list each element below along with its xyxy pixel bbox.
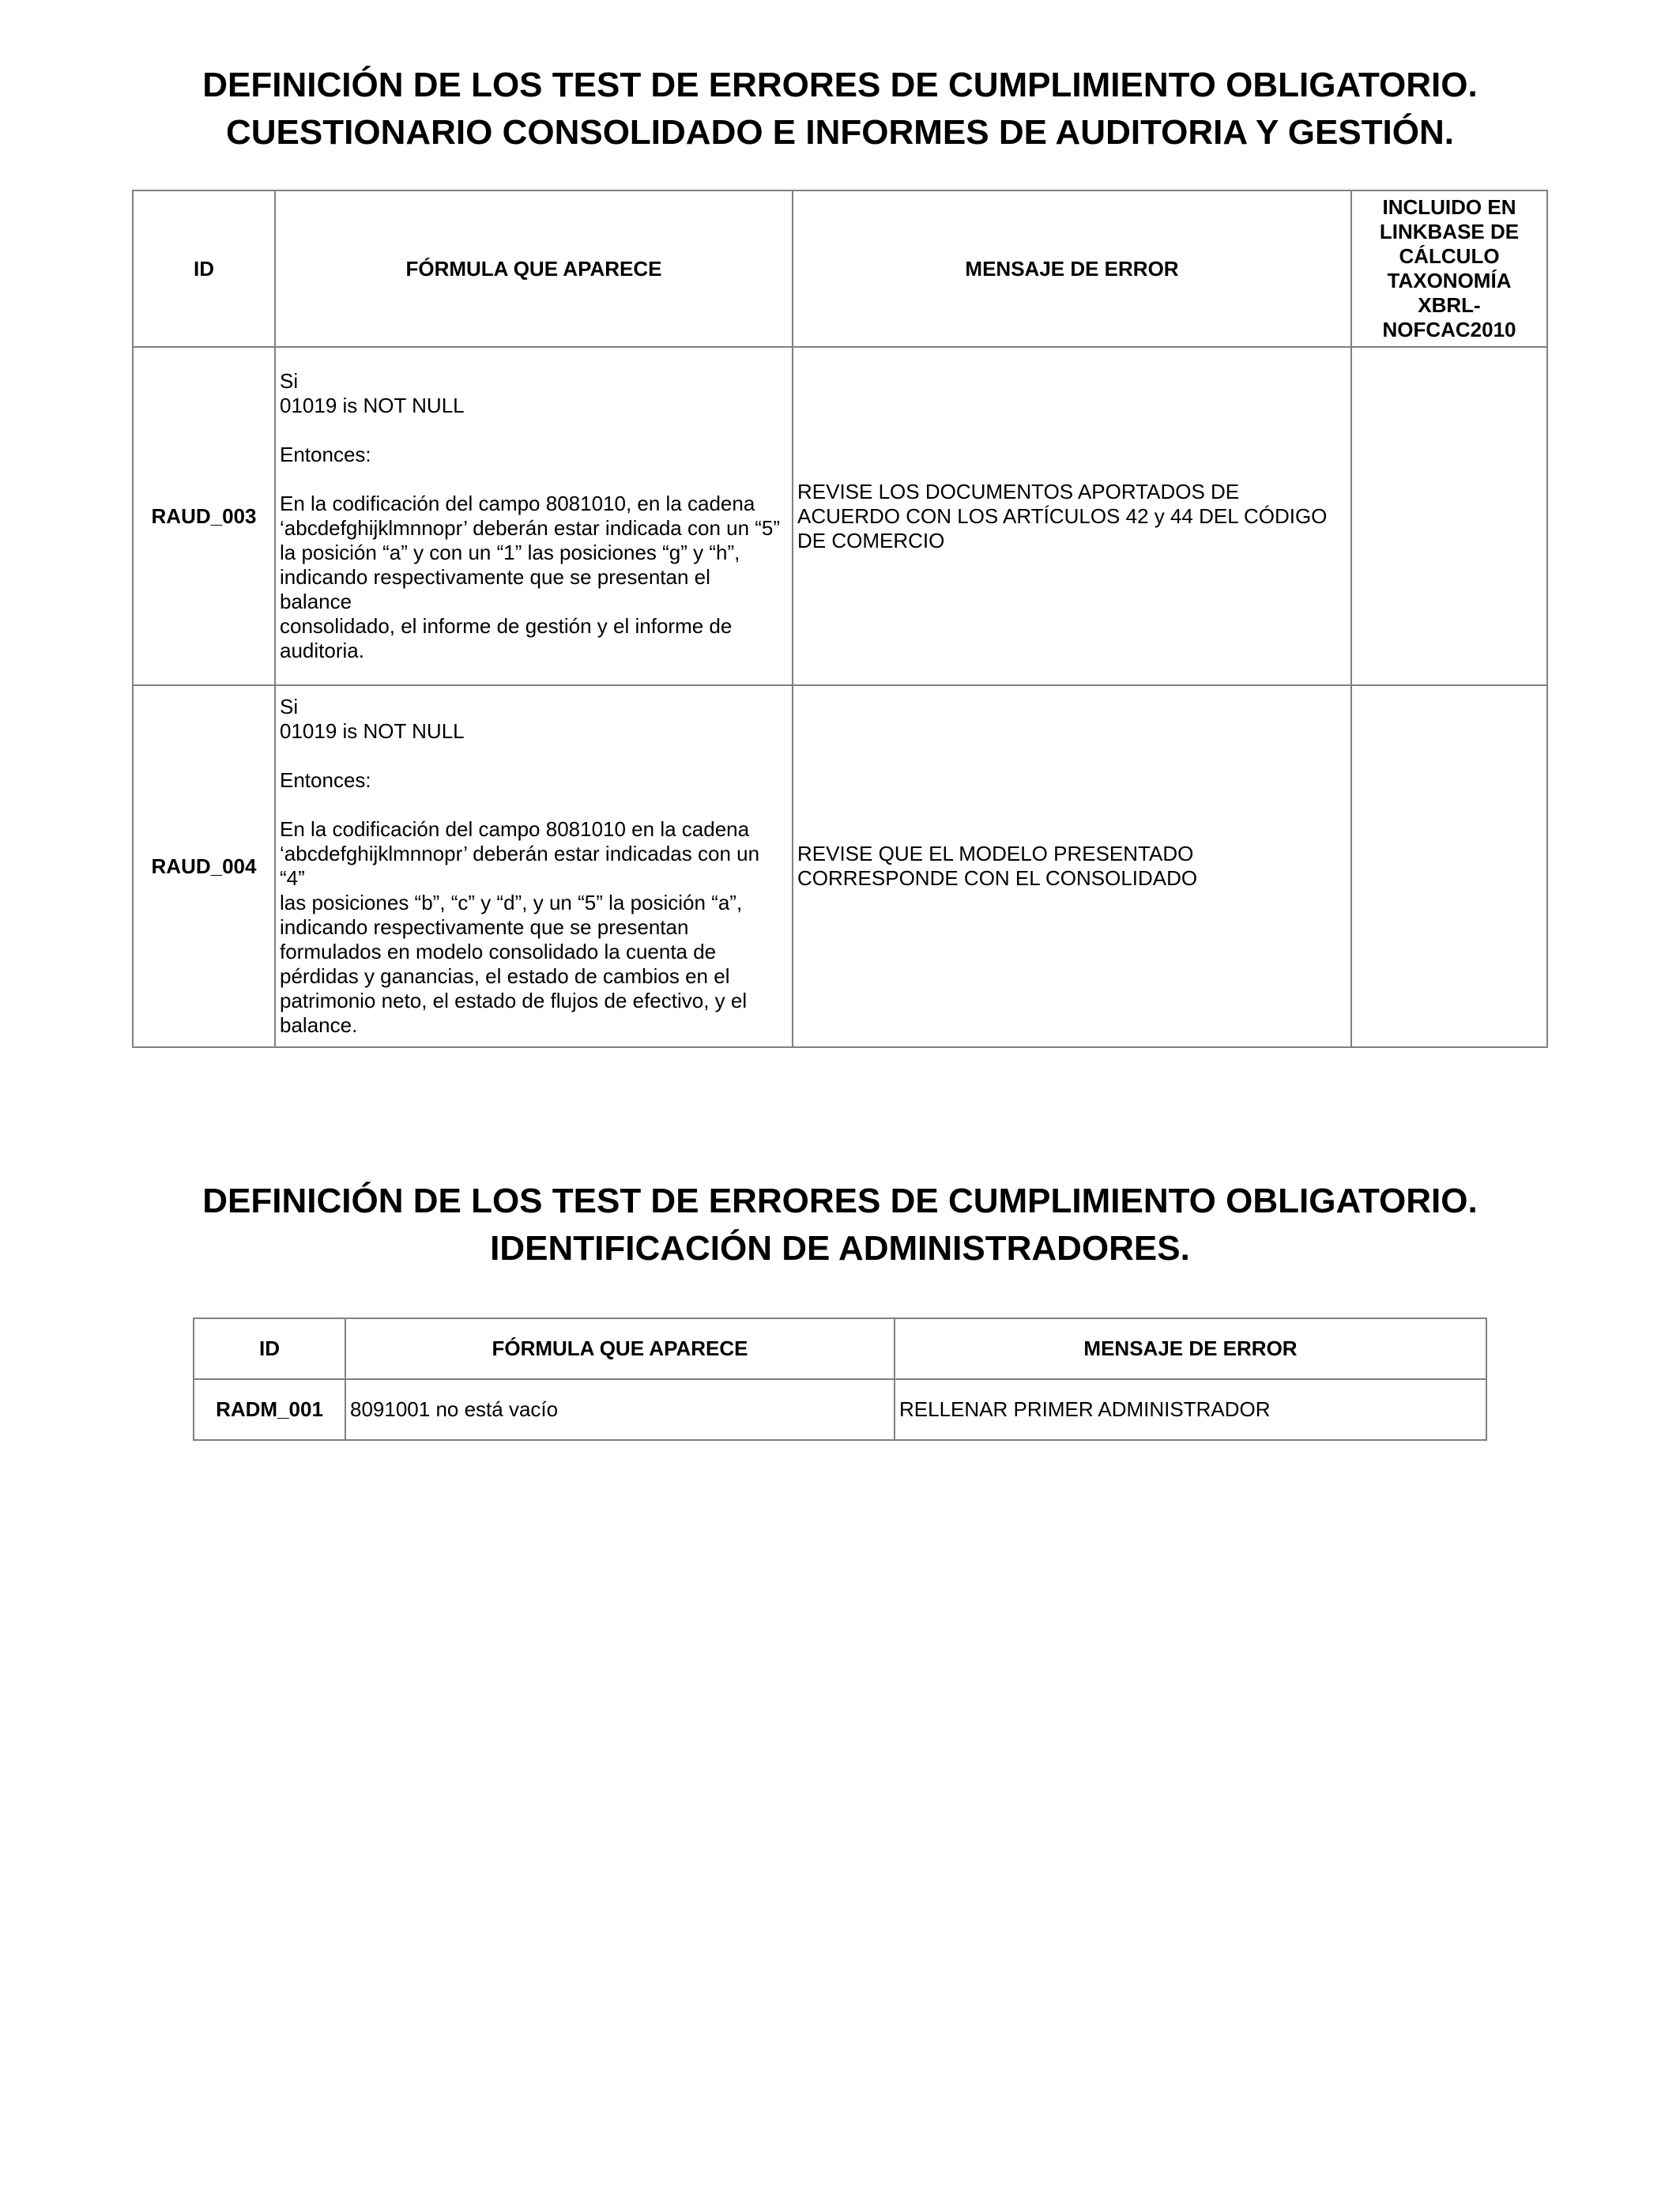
formula-line: formulados en modelo consolidado la cuenta de (280, 940, 717, 963)
formula-line: Si (280, 369, 299, 393)
administrators-error-tests-table (193, 1318, 1487, 1441)
formula-line: 01019 is NOT NULL (280, 394, 465, 417)
formula-line: pérdidas y ganancias, el estado de cambios en el (280, 964, 730, 988)
formula-line: ‘abcdefghijklmnnopr’ deberán estar indicada con un “5” (280, 516, 781, 540)
formula-line: consolidado, el informe de gestión y el informe de (280, 614, 733, 638)
formula-cell: 8091001 no está vacío (345, 1379, 895, 1440)
formula-line: En la codificación del campo 8081010 en la cadena (280, 817, 750, 841)
column-header-message: MENSAJE DE ERROR (793, 190, 1351, 347)
section-title-line: IDENTIFICACIÓN DE ADMINISTRADORES. (490, 1229, 1190, 1268)
formula-line: Entonces: (280, 768, 371, 792)
row-id-cell: RAUD_004 (133, 685, 275, 1047)
formula-line: auditoria. (280, 639, 364, 662)
included-cell (1351, 685, 1547, 1047)
table-header-row (133, 190, 1547, 347)
column-header-message: MENSAJE DE ERROR (895, 1318, 1486, 1379)
error-message-cell (793, 685, 1351, 1047)
audit-error-tests-table (132, 190, 1548, 1048)
included-cell (1351, 347, 1547, 685)
section-title-administrators (0, 1178, 1680, 1272)
formula-line: Si (280, 695, 299, 718)
formula-line: Entonces: (280, 443, 371, 466)
table-row (133, 685, 1547, 1047)
column-header-formula: FÓRMULA QUE APARECE (345, 1318, 895, 1379)
formula-line (280, 744, 788, 768)
section-title-line: DEFINICIÓN DE LOS TEST DE ERRORES DE CUMPLIMIENTO OBLIGATORIO. (202, 66, 1478, 104)
column-header-id: ID (133, 190, 275, 347)
column-header-included (1351, 190, 1547, 347)
error-message-cell (793, 347, 1351, 685)
formula-line (280, 793, 788, 817)
formula-cell (275, 685, 793, 1047)
formula-line: balance. (280, 1013, 358, 1037)
message-line: DE COMERCIO (797, 528, 945, 552)
column-header-formula: FÓRMULA QUE APARECE (275, 190, 793, 347)
formula-cell (275, 347, 793, 685)
column-header-id: ID (194, 1318, 345, 1379)
formula-line: patrimonio neto, el estado de flujos de efectivo, y el (280, 989, 748, 1012)
table-header-row (194, 1318, 1486, 1379)
formula-line: la posición “a” y con un “1” las posiciones “g” y “h”, (280, 541, 740, 564)
formula-line: indicando respectivamente que se presentan (280, 915, 689, 939)
message-line: ACUERDO CON LOS ARTÍCULOS 42 y 44 DEL CÓDIGO (797, 503, 1328, 528)
header-line: XBRL- (1418, 293, 1481, 317)
table-row (194, 1379, 1486, 1440)
header-line: TAXONOMÍA (1387, 269, 1512, 292)
formula-line: las posiciones “b”, “c” y “d”, y un “5” la posición “a”, (280, 891, 743, 914)
header-line: LINKBASE DE (1379, 220, 1520, 243)
section-title-line: CUESTIONARIO CONSOLIDADO E INFORMES DE AUDITORIA Y GESTIÓN. (226, 113, 1454, 152)
section-title-line: DEFINICIÓN DE LOS TEST DE ERRORES DE CUMPLIMIENTO OBLIGATORIO. (202, 1182, 1478, 1220)
formula-line: ‘abcdefghijklmnnopr’ deberán estar indicadas con un “4” (280, 842, 760, 890)
row-id-cell: RAUD_003 (133, 347, 275, 685)
formula-line (280, 418, 788, 443)
formula-line: indicando respectivamente que se presentan el balance (280, 565, 710, 613)
header-line: NOFCAC2010 (1382, 318, 1516, 341)
formula-line (280, 467, 788, 492)
header-line: INCLUIDO EN (1382, 195, 1516, 219)
section-title-audit (0, 62, 1680, 156)
table-row (133, 347, 1547, 685)
formula-line: En la codificación del campo 8081010, en la cadena (280, 492, 755, 515)
error-message-cell: RELLENAR PRIMER ADMINISTRADOR (895, 1379, 1486, 1440)
message-line: REVISE LOS DOCUMENTOS APORTADOS DE (797, 479, 1240, 503)
message-line: REVISE QUE EL MODELO PRESENTADO (797, 842, 1194, 865)
row-id-cell: RADM_001 (194, 1379, 345, 1440)
header-line: CÁLCULO (1399, 244, 1500, 268)
message-line: CORRESPONDE CON EL CONSOLIDADO (797, 866, 1198, 890)
formula-line: 01019 is NOT NULL (280, 719, 465, 743)
